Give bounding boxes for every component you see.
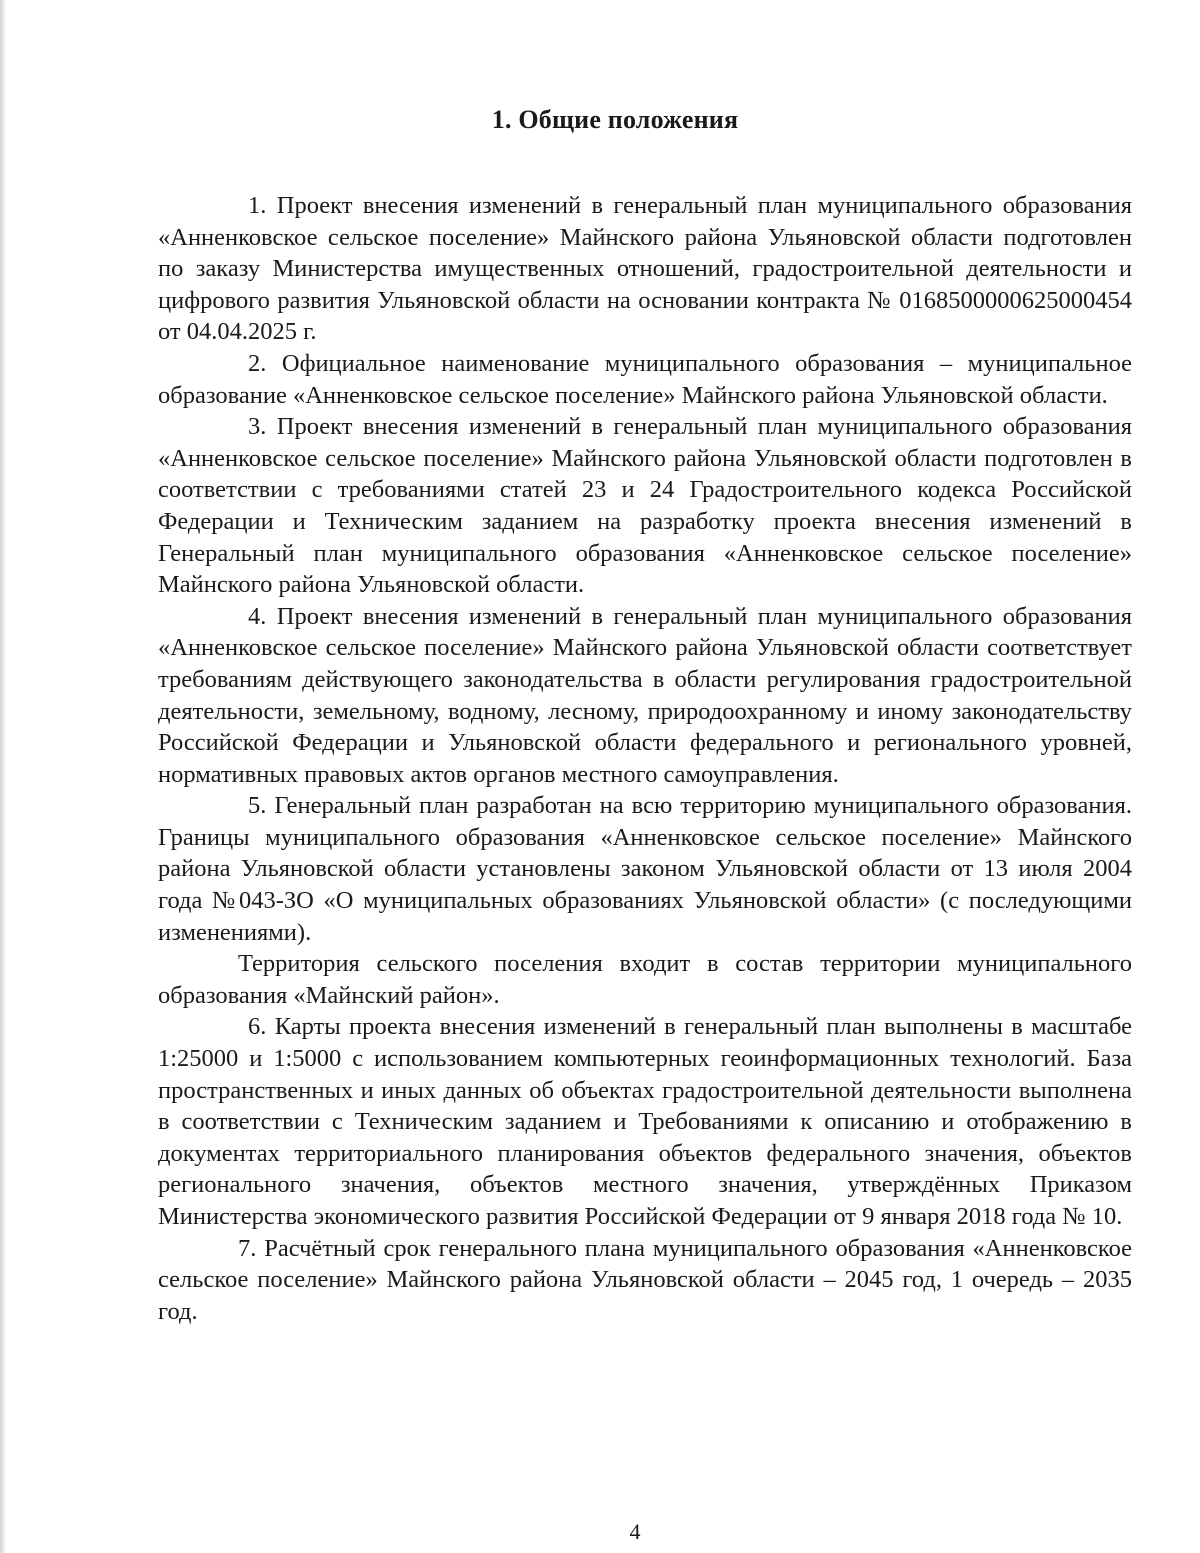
paragraph-1: 1. Проект внесения изменений в генеральный план муниципального образования «Анненковское сельское поселение» Майнского района Ульяновской области подготовлен по заказу Министерства имущественных отношений, градостроительной деятельности и цифрового развития Ульяновской области на основании контракта № 0168500000625000454 от 04.04.2025 г. <box>158 192 1132 346</box>
paragraph-6: 6. Карты проекта внесения изменений в генеральный план выполнены в масштабе 1:25000 и 1:5000 с использованием компьютерных геоинформационных технологий. База пространственных и иных данных об объектах градостроительной деятельности выполнена в соответствии с Техническим заданием и Требованиями к описанию и отображению в документах территориального планирования объектов федерального значения, объектов регионального значения, объектов местного значения, утверждённых Приказом Министерства экономического развития Российской Федерации от 9 января 2018 года № 10. <box>158 1013 1132 1230</box>
paragraph-5: 5. Генеральный план разработан на всю территорию муниципального образования. Границы муниципального образования «Анненковское сельское поселение» Майнского района Ульяновской области установлены законом Ульяновской области от 13 июля 2004 года №043-ЗО «О муниципальных образованиях Ульяновской области» (с последующими изменениями). <box>158 792 1132 946</box>
paragraph-3: 3. Проект внесения изменений в генеральный план муниципального образования «Анненковское сельское поселение» Майнского района Ульяновской области подготовлен в соответствии с требованиями статей 23 и 24 Градостроительного кодекса Российской Федерации и Техническим заданием на разработку проекта внесения изменений в Генеральный план муниципального образования «Анненковское сельское поселение» Майнского района Ульяновской области. <box>158 413 1132 599</box>
paragraph-2: 2. Официальное наименование муниципального образования – муниципальное образование «Анненковское сельское поселение» Майнского района Ульяновской области. <box>158 349 1132 409</box>
scan-edge-shadow <box>0 0 6 1553</box>
paragraph-7: 7. Расчётный срок генерального плана муниципального образования «Анненковское сельское поселение» Майнского района Ульяновской области – 2045 год, 1 очередь – 2035 год. <box>158 1234 1132 1325</box>
paragraph-territory: Территория сельского поселения входит в состав территории муниципального образования «Майнский район». <box>158 950 1132 1009</box>
page-number: 4 <box>629 1519 641 1544</box>
paragraph-4: 4. Проект внесения изменений в генеральный план муниципального образования «Анненковское сельское поселение» Майнского района Ульяновской области соответствует требованиям действующего законодательства в области регулирования градостроительной деятельности, земельному, водному, лесному, природоохранному и иному законодательству Российской Федерации и Ульяновской области федерального и регионального уровней, нормативных правовых актов органов местного самоуправления. <box>158 602 1132 788</box>
section-heading: 1. Общие положения <box>491 105 739 134</box>
document-body <box>158 190 1132 1327</box>
